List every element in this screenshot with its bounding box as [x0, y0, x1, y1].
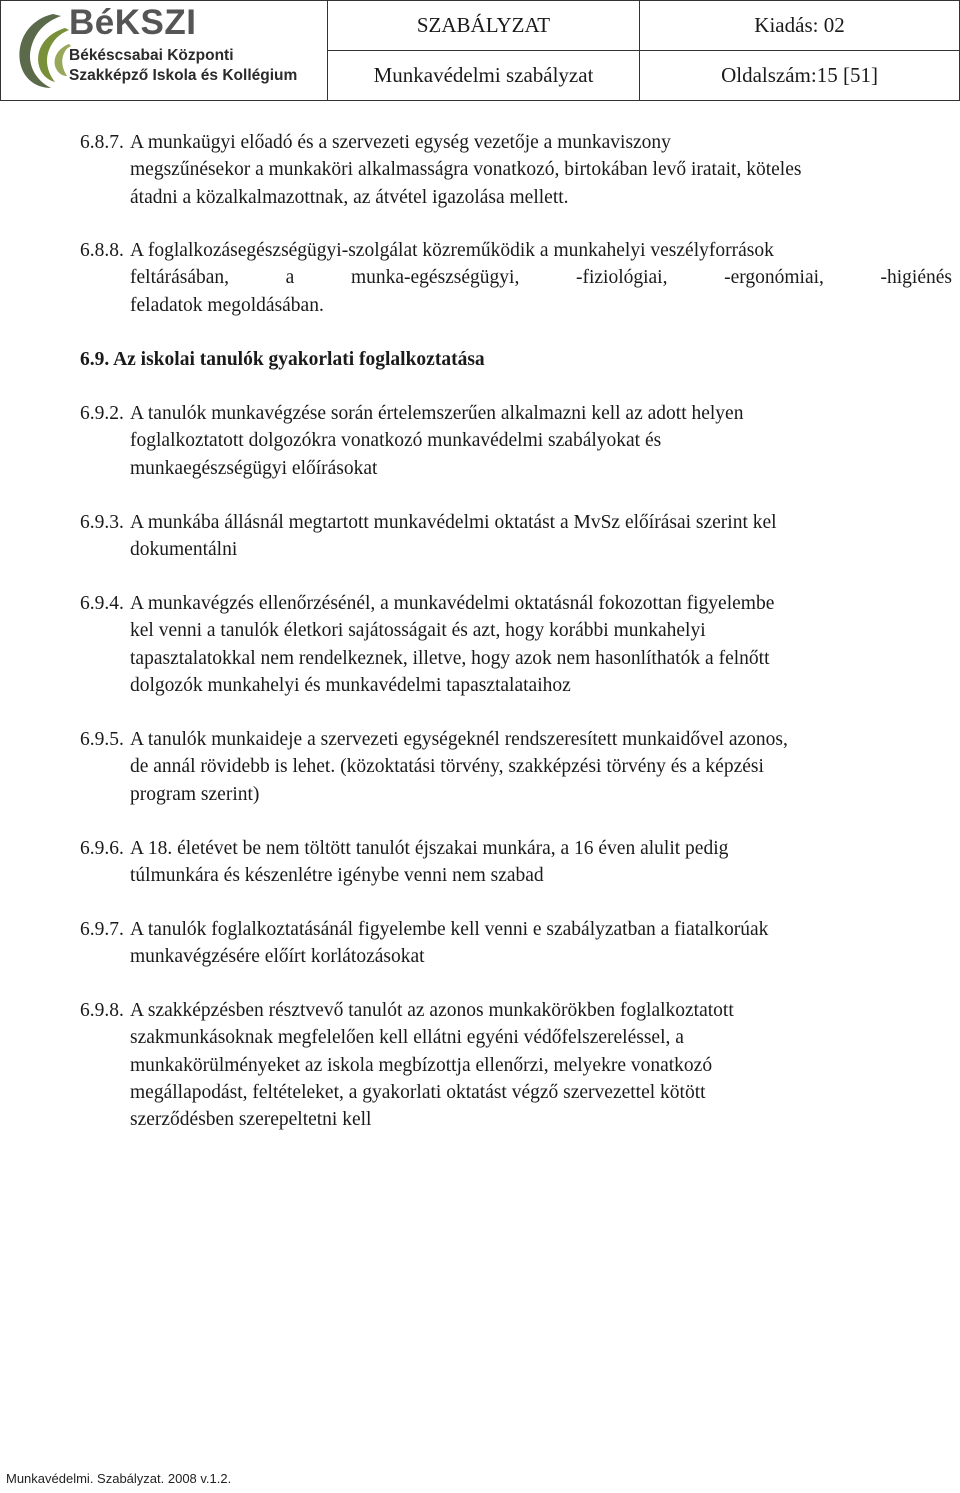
page-footer: Munkavédelmi. Szabályzat. 2008 v.1.2. — [6, 1471, 232, 1486]
document-header — [0, 0, 960, 101]
paragraph-line: átadni a közalkalmazottnak, az átvétel igazolása mellett. — [130, 186, 569, 208]
section-heading-6-9 — [80, 346, 952, 373]
paragraph-line: A tanulók munkaideje a szervezeti egységeknél rendszeresített munkaidővel azonos, — [130, 729, 788, 750]
document-title: Munkavédelmi szabályzat — [328, 51, 640, 100]
paragraph-line: dolgozók munkahelyi és munkavédelmi tapasztalataihoz — [130, 674, 571, 696]
paragraph-line: A tanulók foglalkoztatásánál figyelembe kell venni e szabályzatban a fiatalkorúak — [130, 919, 769, 940]
edition: Kiadás: 02 — [640, 1, 959, 51]
paragraph-line: A foglalkozásegészségügyi-szolgálat közreműködik a munkahelyi veszélyforrások — [130, 240, 774, 261]
school-logo — [1, 1, 328, 100]
paragraph-number: 6.9.6. — [80, 838, 124, 859]
paragraph-number: 6.9.2. — [80, 403, 124, 424]
paragraph-6-9-6 — [80, 835, 952, 890]
paragraph-line: foglalkoztatott dolgozókra vonatkozó munkavédelmi szabályokat és — [130, 430, 662, 452]
paragraph-number: 6.9.7. — [80, 919, 124, 940]
paragraph-line: feladatok megoldásában. — [130, 294, 324, 316]
paragraph-6-8-8 — [80, 237, 952, 319]
paragraph-line: munkakörülményeket az iskola megbízottja ellenőrzi, melyekre vonatkozó — [130, 1054, 713, 1076]
paragraph-line: feltárásában, a munka-egészségügyi, -fiziológiai, -ergonómiai, -higiénés — [130, 267, 952, 289]
section-number: 6.9. — [80, 349, 110, 370]
paragraph-number: 6.8.8. — [80, 240, 124, 261]
paragraph-6-9-8 — [80, 997, 952, 1133]
paragraph-6-9-2 — [80, 400, 952, 482]
paragraph-line: A munkavégzés ellenőrzésénél, a munkavédelmi oktatásnál fokozottan figyelembe — [130, 593, 775, 614]
paragraph-line: A szakképzésben résztvevő tanulót az azonos munkakörökben foglalkoztatott — [130, 1000, 734, 1021]
logo-swoosh-icon — [13, 10, 71, 90]
paragraph-line: de annál rövidebb is lehet. (közoktatási törvény, szakképzési törvény és a képzési — [130, 756, 764, 778]
paragraph-6-9-3 — [80, 509, 952, 564]
paragraph-number: 6.8.7. — [80, 132, 124, 153]
paragraph-line: tapasztalatokkal nem rendelkeznek, illetve, hogy azok nem hasonlíthatók a felnőtt — [130, 647, 770, 669]
paragraph-line: munkavégzésére előírt korlátozásokat — [130, 946, 425, 968]
logo-name: BéKSZI — [69, 3, 197, 42]
paragraph-line: program szerint) — [130, 783, 260, 805]
logo-line-2: Szakképző Iskola és Kollégium — [69, 67, 298, 84]
paragraph-6-9-4 — [80, 590, 952, 699]
page-number: Oldalszám:15 [51] — [721, 63, 878, 87]
paragraph-line: kel venni a tanulók életkori sajátosságait és azt, hogy korábbi munkahelyi — [130, 620, 706, 642]
logo-line-1: Békéscsabai Központi — [69, 47, 234, 64]
paragraph-number: 6.9.8. — [80, 1000, 124, 1021]
paragraph-6-9-7 — [80, 916, 952, 971]
document-type: SZABÁLYZAT — [328, 1, 640, 51]
paragraph-line: munkaegészségügyi előírásokat — [130, 457, 378, 479]
paragraph-line: dokumentálni — [130, 539, 238, 561]
section-title: Az iskolai tanulók gyakorlati foglalkoztatása — [113, 349, 485, 370]
paragraph-line: szakmunkásoknak megfelelően kell ellátni egyéni védőfelszereléssel, a — [130, 1027, 684, 1049]
paragraph-6-9-5 — [80, 726, 952, 808]
paragraph-line: A tanulók munkavégzése során értelemszerűen alkalmazni kell az adott helyen — [130, 403, 744, 424]
paragraph-line: A 18. életévet be nem töltött tanulót éjszakai munkára, a 16 éven alulit pedig — [130, 838, 729, 859]
paragraph-line: szerződésben szerepeltetni kell — [130, 1109, 372, 1131]
paragraph-line: A munkaügyi előadó és a szervezeti egység vezetője a munkaviszony — [130, 132, 671, 153]
paragraph-line: megszűnésekor a munkaköri alkalmasságra vonatkozó, birtokában levő iratait, köteles — [130, 159, 802, 181]
paragraph-number: 6.9.3. — [80, 512, 124, 533]
paragraph-number: 6.9.5. — [80, 729, 124, 750]
paragraph-line: túlmunkára és készenlétre igénybe venni nem szabad — [130, 865, 544, 887]
paragraph-number: 6.9.4. — [80, 593, 124, 614]
paragraph-line: A munkába állásnál megtartott munkavédelmi oktatást a MvSz előírásai szerint kel — [130, 512, 777, 533]
paragraph-6-8-7 — [80, 129, 952, 211]
paragraph-line: megállapodást, feltételeket, a gyakorlati oktatást végző szervezettel kötött — [130, 1081, 706, 1103]
